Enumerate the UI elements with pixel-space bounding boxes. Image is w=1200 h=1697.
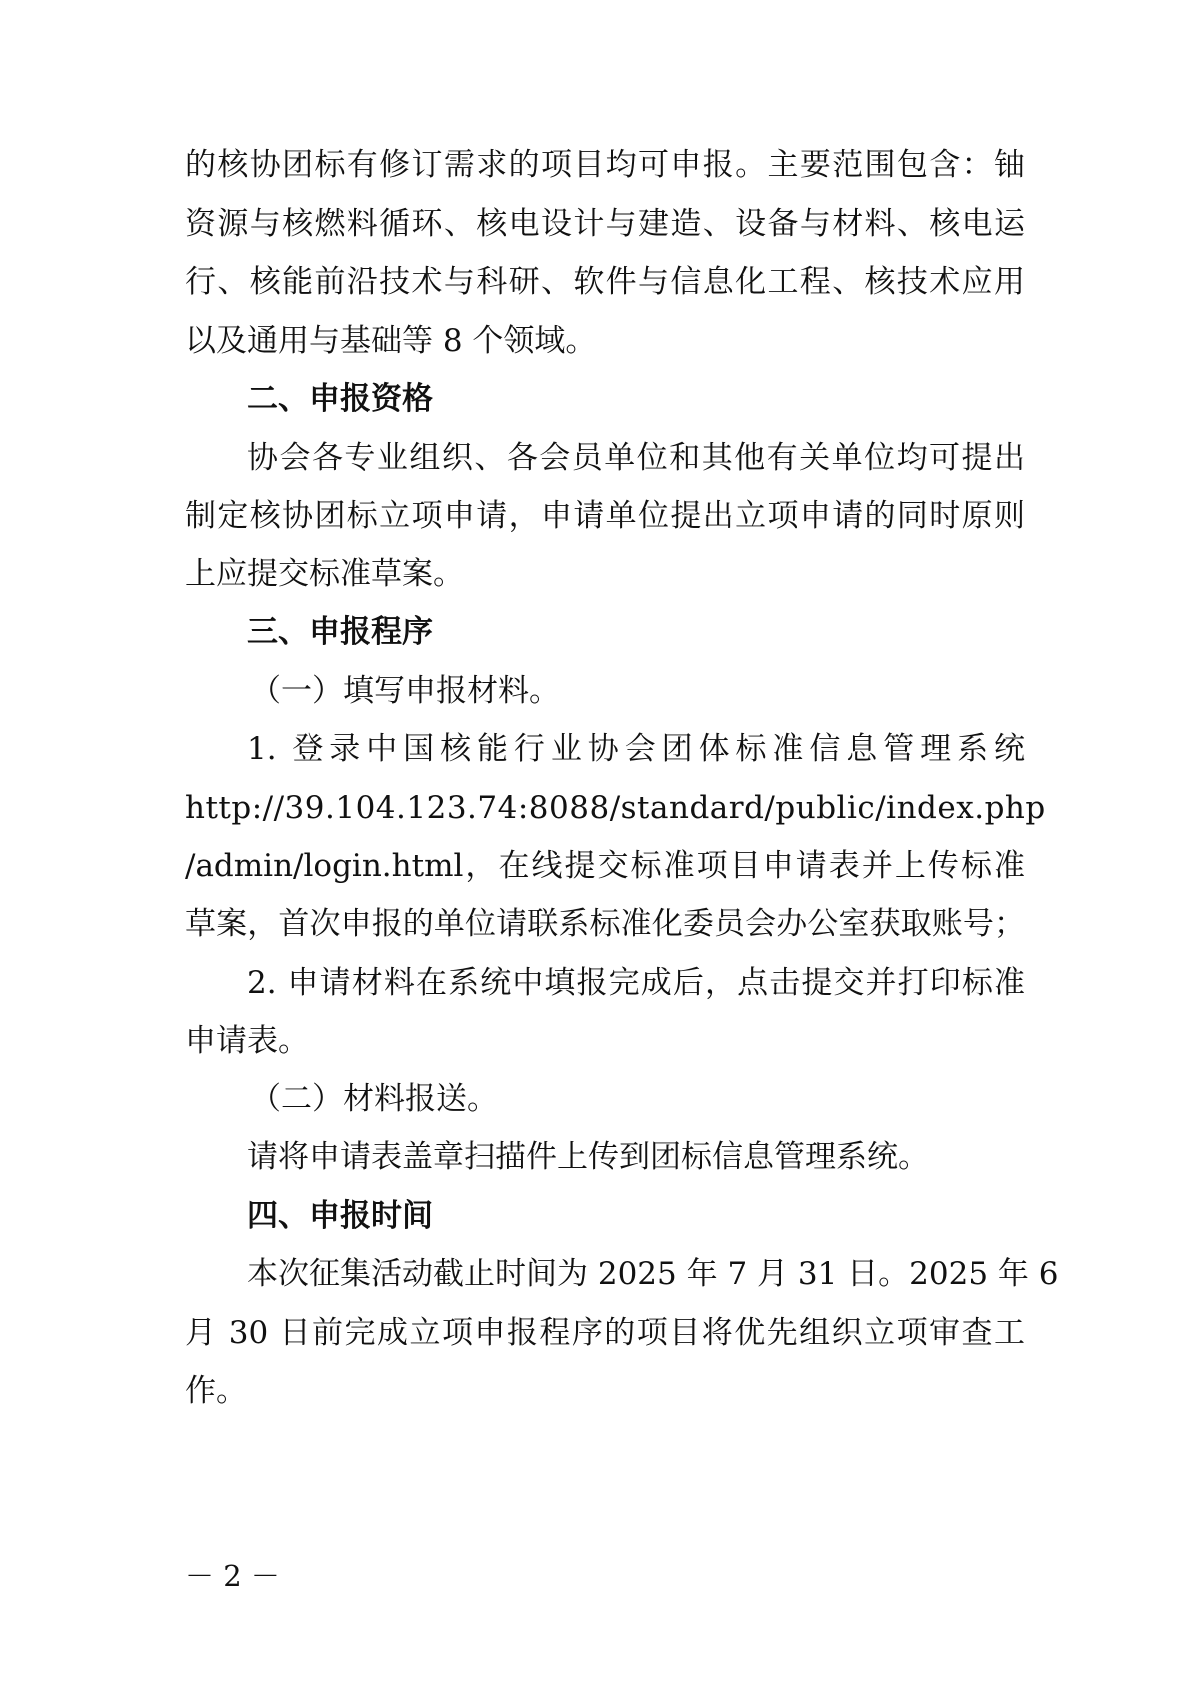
body-line: 2. 申请材料在系统中填报完成后，点击提交并打印标准 (247, 965, 1025, 1001)
body-line: 制定核协团标立项申请，申请单位提出立项申请的同时原则 (185, 498, 1025, 534)
system-url-line: http://39.104.123.74:8088/standard/public/index.php (185, 790, 1046, 826)
body-line: 行、核能前沿技术与科研、软件与信息化工程、核技术应用 (185, 264, 1025, 300)
body-line: 作。 (185, 1373, 247, 1409)
body-line: 资源与核燃料循环、核电设计与建造、设备与材料、核电运 (185, 206, 1025, 242)
subsection-heading-material-submission: （二）材料报送。 (250, 1081, 498, 1117)
body-line: 协会各专业组织、各会员单位和其他有关单位均可提出 (247, 440, 1025, 476)
body-line: 请将申请表盖章扫描件上传到团标信息管理系统。 (247, 1139, 929, 1175)
body-line: 草案，首次申报的单位请联系标准化委员会办公室获取账号； (185, 906, 1025, 942)
body-line: 申请表。 (185, 1023, 309, 1059)
body-line: 以及通用与基础等 8 个领域。 (185, 323, 597, 359)
body-line: 上应提交标准草案。 (185, 556, 464, 592)
section-heading-time: 四、申报时间 (247, 1198, 433, 1234)
body-line: 月 30 日前完成立项申报程序的项目将优先组织立项审查工 (185, 1315, 1025, 1351)
subsection-heading-fill-materials: （一）填写申报材料。 (250, 673, 560, 709)
body-line: 1. 登录中国核能行业协会团体标准信息管理系统 (247, 731, 1025, 767)
page-number: － 2 － (185, 1559, 280, 1593)
section-heading-eligibility: 二、申报资格 (247, 381, 433, 417)
body-line: 本次征集活动截止时间为 2025 年 7 月 31 日。2025 年 6 (247, 1256, 1059, 1292)
body-line: 的核协团标有修订需求的项目均可申报。主要范围包含：铀 (185, 147, 1025, 183)
section-heading-procedure: 三、申报程序 (247, 614, 433, 650)
body-line: /admin/login.html，在线提交标准项目申请表并上传标准 (185, 848, 1025, 884)
